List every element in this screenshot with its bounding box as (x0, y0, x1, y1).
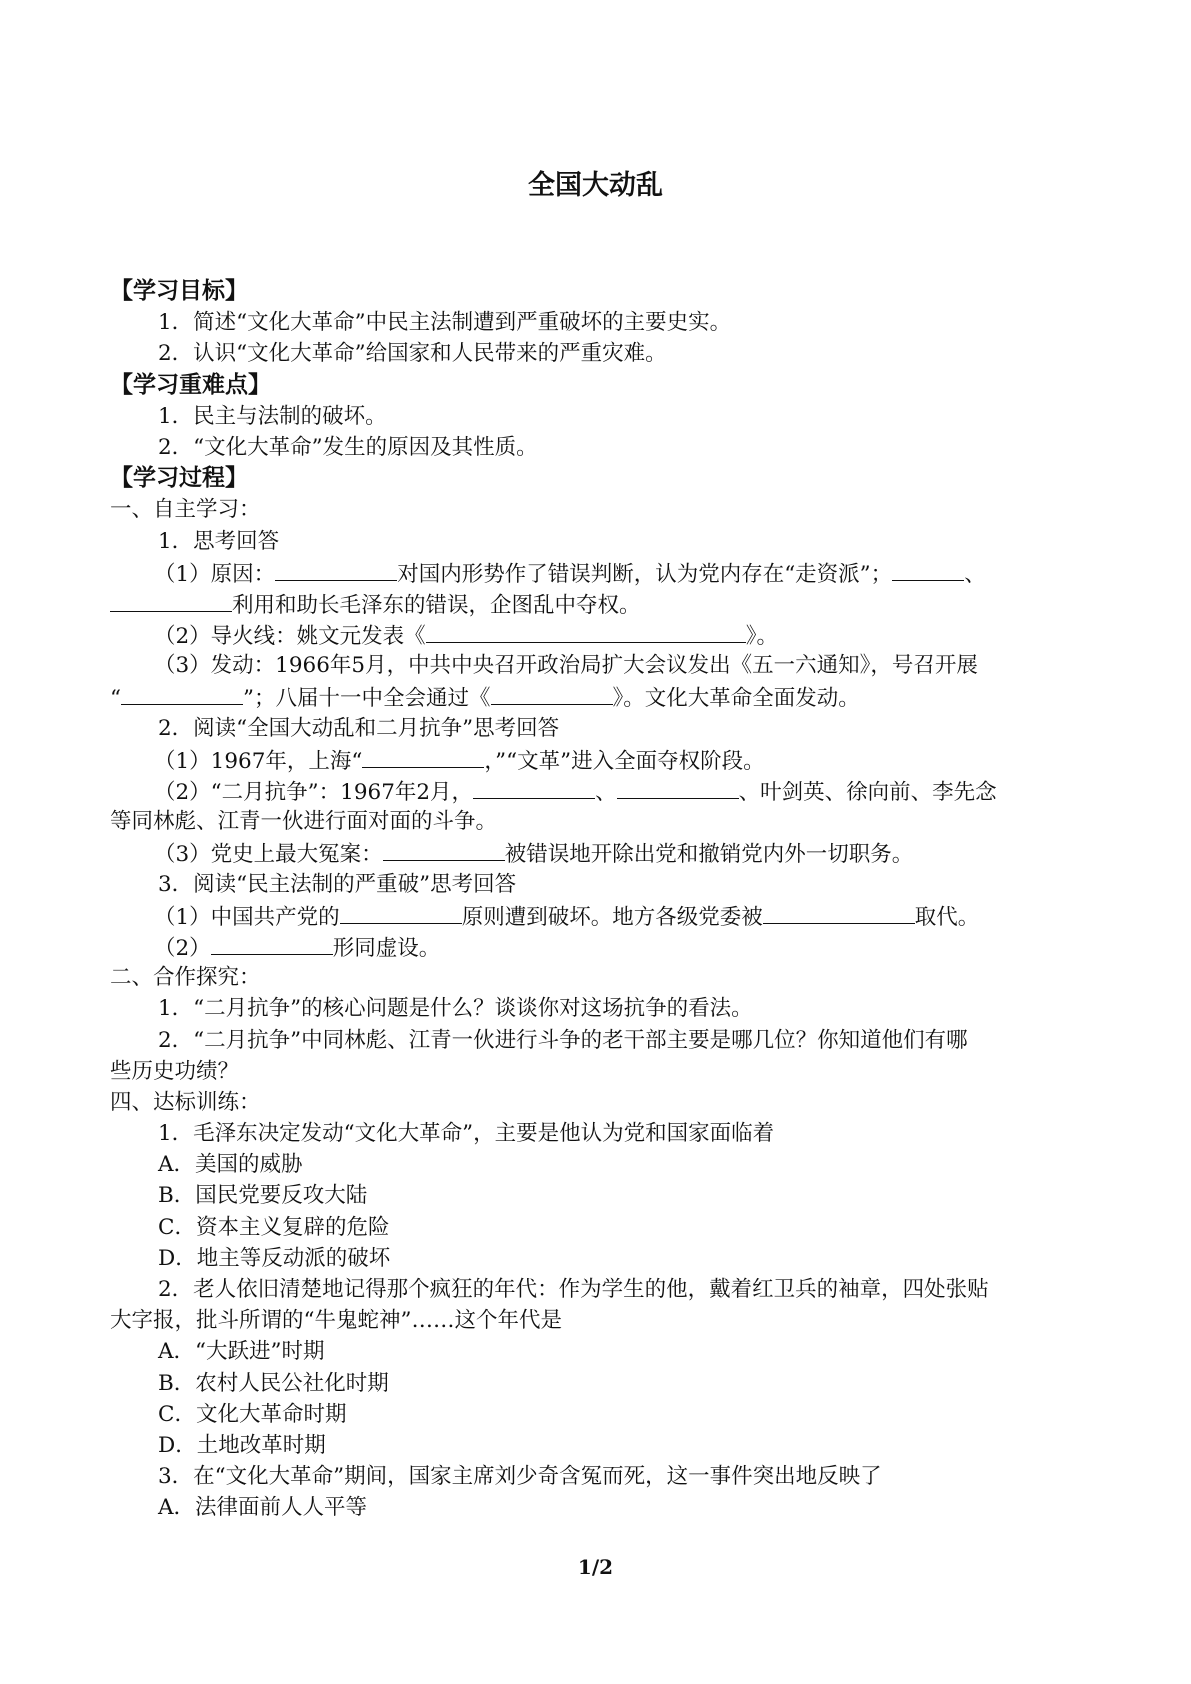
section-heading-process: 【学习过程】 (110, 465, 248, 492)
text-segment: （2）“二月抗争”：1967年2月， (154, 780, 474, 805)
fill-in-line (110, 744, 1085, 775)
text-segment: 形同虚设。 (332, 935, 441, 961)
answer-blank[interactable] (121, 681, 243, 705)
mc-option: B．农村人民公社化时期 (158, 1370, 389, 1396)
text-segment: （1）原因： (154, 561, 276, 587)
text-segment: “ (110, 686, 121, 712)
answer-blank[interactable] (892, 557, 964, 581)
text-segment: 、叶剑英、徐向前、李先念 (738, 780, 997, 805)
mc-question: 3．在“文化大革命”期间，国家主席刘少奇含冤而死，这一事件突出地反映了 (158, 1464, 882, 1490)
text-segment: 》。 (745, 624, 778, 650)
fill-in-line (110, 775, 1085, 806)
page-title: 全国大动乱 (528, 170, 663, 201)
fill-in-line (110, 931, 1085, 962)
goal-item: 2．认识“文化大革命”给国家和人民带来的严重灾难。 (158, 341, 667, 367)
mc-option: D．地主等反动派的破坏 (158, 1245, 391, 1271)
text-segment: 》。文化大革命全面发动。 (612, 686, 860, 712)
fill-in-line (110, 557, 1085, 588)
text-segment: （1）1967年，上海“ (154, 748, 363, 774)
goal-item: 1．简述“文化大革命”中民主法制遭到严重破坏的主要史实。 (158, 310, 732, 336)
fill-in-line (110, 900, 1085, 931)
page-number (0, 1553, 1191, 1581)
mc-option: D．土地改革时期 (158, 1432, 326, 1458)
document-body (110, 276, 1085, 1524)
fill-in-line (110, 588, 1085, 619)
subsection-heading-self-study: 一、自主学习： (110, 497, 261, 523)
question-title: 3．阅读“民主法制的严重破”思考回答 (158, 871, 517, 897)
answer-blank[interactable] (617, 775, 739, 799)
subsection-heading-training: 四、达标训练： (110, 1089, 261, 1115)
text-segment: ，”“文革”进入全面夺权阶段。 (484, 748, 765, 774)
text-segment: （2）导火线：姚文元发表《 (154, 624, 426, 650)
mc-option: A．法律面前人人平等 (158, 1495, 368, 1521)
text-segment: 对国内形势作了错误判断，认为党内存在“走资派”； (397, 561, 893, 587)
mc-question-continued: 大字报，批斗所谓的“牛鬼蛇神”……这个年代是 (110, 1308, 562, 1334)
text-segment: 利用和助长毛泽东的错误，企图乱中夺权。 (232, 592, 641, 618)
text-segment: （2） (154, 935, 211, 961)
mc-option: C．文化大革命时期 (158, 1401, 347, 1427)
section-heading-key-points: 【学习重难点】 (110, 371, 271, 398)
fill-in-line (110, 619, 1085, 650)
answer-blank[interactable] (491, 681, 613, 705)
mc-option: B．国民党要反攻大陆 (158, 1183, 368, 1209)
key-point-item: 2．“文化大革命”发生的原因及其性质。 (158, 434, 538, 460)
mc-option: A．“大跃进”时期 (158, 1339, 325, 1365)
mc-option: A．美国的威胁 (158, 1152, 303, 1178)
text-line: （3）发动：1966年5月，中共中央召开政治局扩大会议发出《五一六通知》，号召开展 (154, 653, 978, 679)
text-line: 等同林彪、江青一伙进行面对面的斗争。 (110, 809, 498, 835)
section-heading-goals: 【学习目标】 (110, 278, 248, 304)
mc-question: 2．老人依旧清楚地记得那个疯狂的年代：作为学生的他，戴着红卫兵的袖章，四处张贴 (158, 1277, 989, 1302)
question-title: 2．阅读“全国大动乱和二月抗争”思考回答 (158, 715, 560, 741)
text-segment: 被错误地开除出党和撤销党内外一切职务。 (504, 842, 914, 868)
text-segment: 原则遭到破坏。地方各级党委被 (461, 904, 763, 930)
text-segment: （1）中国共产党的 (154, 904, 340, 930)
text-segment: 取代。 (914, 904, 980, 930)
answer-blank[interactable] (763, 900, 915, 924)
discussion-question: 1．“二月抗争”的核心问题是什么？谈谈你对这场抗争的看法。 (158, 996, 753, 1022)
answer-blank[interactable] (211, 931, 333, 955)
subsection-heading-cooperation: 二、合作探究： (110, 965, 261, 991)
discussion-question-continued: 些历史功绩？ (110, 1058, 240, 1084)
answer-blank[interactable] (383, 837, 505, 861)
discussion-question: 2．“二月抗争”中同林彪、江青一伙进行斗争的老干部主要是哪几位？你知道他们有哪 (158, 1027, 968, 1053)
answer-blank[interactable] (362, 744, 484, 768)
answer-blank[interactable] (110, 588, 232, 612)
text-segment: 、 (595, 780, 617, 805)
fill-in-line (110, 681, 1085, 712)
page-separator: / (591, 1555, 600, 1579)
text-segment: ”；八届十一中全会通过《 (243, 686, 491, 712)
mc-question: 1．毛泽东决定发动“文化大革命”，主要是他认为党和国家面临着 (158, 1121, 775, 1147)
fill-in-line (110, 837, 1085, 868)
page-total: 2 (599, 1555, 614, 1579)
text-segment: 、 (964, 561, 986, 587)
answer-blank[interactable] (340, 900, 462, 924)
answer-blank[interactable] (275, 557, 397, 581)
key-point-item: 1．民主与法制的破坏。 (158, 403, 387, 429)
answer-blank[interactable] (426, 619, 746, 643)
answer-blank[interactable] (473, 775, 595, 799)
page-current: 1 (577, 1555, 592, 1579)
mc-option: C．资本主义复辟的危险 (158, 1214, 390, 1240)
question-title: 1．思考回答 (158, 528, 280, 554)
text-segment: （3）党史上最大冤案： (154, 842, 383, 868)
